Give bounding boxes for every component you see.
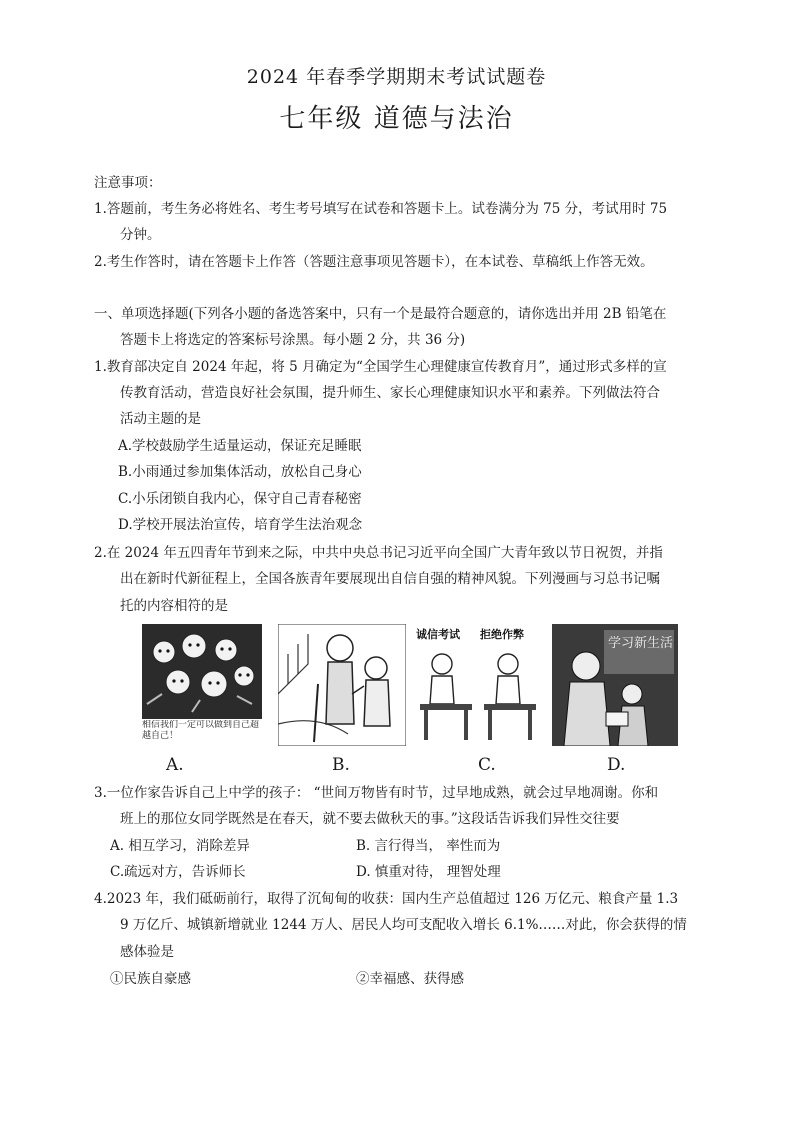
cartoon-c xyxy=(414,624,542,746)
cartoon-label-a: A. xyxy=(166,755,184,775)
question-1-option-b: B.小雨通过参加集体活动，放松自己身心 xyxy=(118,464,362,480)
cartoon-a-caption: 相信我们一定可以做到自己超越自己！ xyxy=(142,720,260,741)
question-3-option-c: C.疏远对方，告诉师长 xyxy=(110,864,246,880)
question-2-stem-cont: 托的内容相符的是 xyxy=(120,598,228,614)
question-1-stem: 1.教育部决定自 2024 年起，将 5 月确定为“全国学生心理健康宣传教育月”，通过形式多样的宣 xyxy=(94,359,667,375)
cartoon-c-sign-2: 拒绝作弊 xyxy=(480,628,524,641)
cartoon-d-board-text: 学习新生活 xyxy=(608,636,674,651)
question-3-option-d: D. 慎重对待， 理智处理 xyxy=(356,864,501,880)
cartoon-a xyxy=(142,624,262,746)
question-4-stem: 4.2023 年，我们砥砺前行，取得了沉甸甸的收获：国内生产总值超过 126 万亿元、粮食产量 1.3 xyxy=(94,891,679,907)
cartoon-d xyxy=(552,624,678,746)
cartoon-b xyxy=(278,624,406,746)
question-2-stem: 2.在 2024 年五四青年节到来之际，中共中央总书记习近平向全国广大青年致以节日祝贺，并指 xyxy=(94,545,663,561)
cartoon-label-b: B. xyxy=(332,755,350,775)
question-4-option-2: ②幸福感、获得感 xyxy=(356,971,464,987)
question-4-stem-cont: 感体验是 xyxy=(120,944,174,960)
question-3-option-a: A. 相互学习，消除差异 xyxy=(110,838,250,854)
question-1-stem-cont: 活动主题的是 xyxy=(120,411,201,427)
exam-subtitle: 七年级 道德与法治 xyxy=(279,104,514,134)
question-3-stem-cont: 班上的那位女同学既然是在春天，就不要去做秋天的事。”这段话告诉我们异性交往要 xyxy=(120,811,620,827)
question-2-stem-cont: 出在新时代新征程上，全国各族青年要展现出自信自强的精神风貌。下列漫画与习总书记嘱 xyxy=(120,571,660,587)
question-4-option-1: ①民族自豪感 xyxy=(110,971,191,987)
section-heading-cont: 答题卡上将选定的答案标号涂黑。每小题 2 分，共 36 分) xyxy=(120,332,466,348)
notice-item-1-cont: 分钟。 xyxy=(120,227,161,243)
cartoon-label-c: C. xyxy=(478,755,496,775)
question-1-stem-cont: 传教育活动，营造良好社会氛围，提升师生、家长心理健康知识水平和素养。下列做法符合 xyxy=(120,385,660,401)
exam-title: 2024 年春季学期期末考试试题卷 xyxy=(246,66,547,88)
question-1-option-a: A.学校鼓励学生适量运动，保证充足睡眠 xyxy=(118,438,362,454)
notice-item-2: 2.考生作答时，请在答题卡上作答（答题注意事项见答题卡），在本试卷、草稿纸上作答无效。 xyxy=(94,254,654,270)
question-3-stem: 3.一位作家告诉自己上中学的孩子： “世间万物皆有时节，过早地成熟，就会过早地凋谢。你和 xyxy=(94,785,659,801)
cartoon-c-sign-1: 诚信考试 xyxy=(416,628,460,641)
question-1-option-c: C.小乐闭锁自我内心，保守自己青春秘密 xyxy=(118,491,362,507)
section-heading: 一、单项选择题(下列各小题的备选答案中，只有一个是最符合题意的，请你选出并用 2B 铅笔在 xyxy=(94,306,667,322)
notice-heading: 注意事项： xyxy=(94,175,162,191)
question-3-option-b: B. 言行得当， 率性而为 xyxy=(356,838,501,854)
question-1-option-d: D.学校开展法治宣传，培育学生法治观念 xyxy=(118,517,363,533)
notice-item-1: 1.答题前，考生务必将姓名、考生考号填写在试卷和答题卡上。试卷满分为 75 分，考试用时 75 xyxy=(94,201,668,217)
question-4-stem-cont: 9 万亿斤、城镇新增就业 1244 万人、居民人均可支配收入增长 6.1%……对此，你会获得的情 xyxy=(120,917,687,933)
cartoon-label-d: D. xyxy=(607,755,626,775)
